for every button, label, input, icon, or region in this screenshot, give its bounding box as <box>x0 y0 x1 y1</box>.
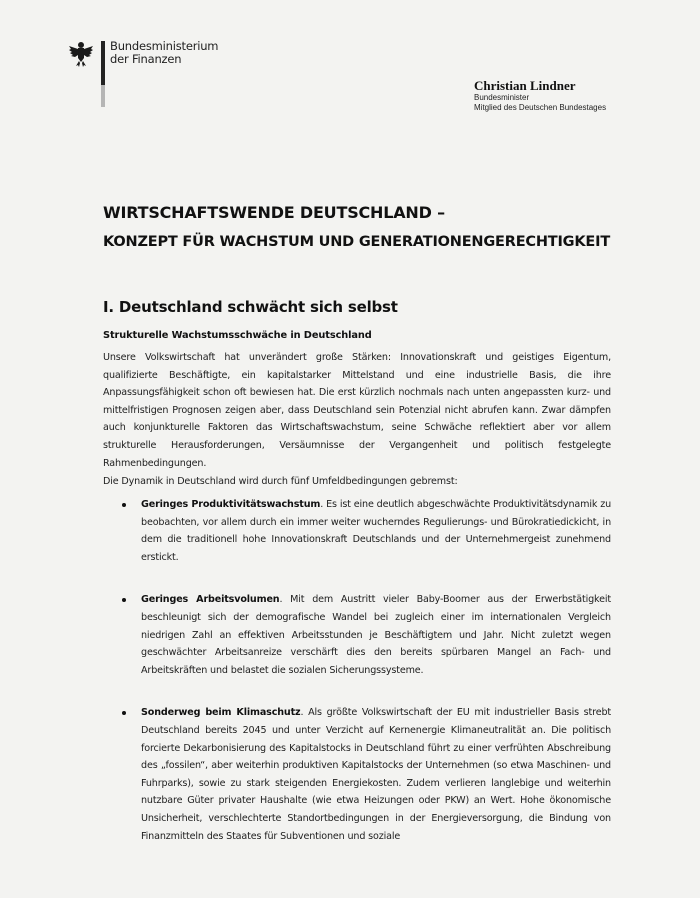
section-heading: I. Deutschland schwächt sich selbst <box>103 298 398 316</box>
bullet-title: Geringes Produktivitätswachstum <box>141 499 321 510</box>
bullet-item <box>120 591 611 679</box>
bullet-text: . Mit dem Austritt vieler Baby-Boomer aus der Erwerbstätigkeit beschleunigt sich der demografische Wandel bei zugleich einer im internationalen Vergleich niedrigen Zahl an effektiven Arbeitsstunden je Beschäftigtem und Jahr. Nicht zuletzt wegen geschwächter Arbeitsanreize verschärft dies den bereits spürbaren Mangel an Fach- und Arbeitskräften und belastet die sozialen Sicherungssysteme. <box>141 594 612 676</box>
bullet-item <box>120 496 611 566</box>
ministry-line-1: Bundesministerium <box>110 39 219 53</box>
bullet-text: . Als größte Volkswirtschaft der EU mit industrieller Basis strebt Deutschland bereits 2045 und unter Verzicht auf Kernenergie Klimaneutralität an. Die politisch forcierte Dekarbonisierung des Kapitalstocks in Deutschland führt zu einer verfrühten Abschreibung des „fossilen“, aber weiterhin produktiven Kapitalstocks der Unternehmen (so etwa Maschinen- und Fuhrparks), sowie zu stark steigenden Energiekosten. Zudem verlieren langlebige und weiterhin nutzbare Güter privater Haushalte (wie etwa Heizungen oder PKW) an Wert. Hohe ökonomische Unsicherheit, verschlechterte Standortbedingungen in der Energieversorgung, die Bindung von Finanzmitteln des Staates für Subventionen und soziale <box>141 707 612 842</box>
document-title-line-1: WIRTSCHAFTSWENDE DEUTSCHLAND – <box>103 203 445 222</box>
bullet-text: . Es ist eine deutlich abgeschwächte Produktivitätsdynamik zu beobachten, vor allem durch ein immer weiter wucherndes Regulierungs- und Bürokratiedickicht, in dem die traditionell hohe Innovationskraft Deutschlands und der Unternehmergeist zunehmend erstickt. <box>141 499 612 563</box>
paragraph-2: Die Dynamik in Deutschland wird durch fünf Umfeldbedingungen gebremst: <box>103 476 458 487</box>
sender-membership: Mitglied des Deutschen Bundestages <box>474 103 607 112</box>
bullet-title: Sonderweg beim Klimaschutz <box>141 707 301 719</box>
bullet-icon <box>122 598 126 602</box>
bullet-item <box>120 704 611 845</box>
ministry-line-2: der Finanzen <box>110 52 182 66</box>
bullet-icon <box>122 711 126 715</box>
bullet-list <box>120 496 611 845</box>
document-title-line-2: KONZEPT FÜR WACHSTUM UND GENERATIONENGERECHTIGKEIT <box>103 234 611 250</box>
logo-color-bar <box>101 41 105 107</box>
sender-name: Christian Lindner <box>474 78 576 93</box>
subsection-heading: Strukturelle Wachstumsschwäche in Deutschland <box>103 330 372 341</box>
sender-block <box>474 78 606 113</box>
bullet-icon <box>122 503 126 507</box>
ministry-name <box>110 40 218 66</box>
sender-role: Bundesminister <box>474 93 530 102</box>
federal-eagle-icon <box>68 40 94 68</box>
paragraph-1: Unsere Volkswirtschaft hat unverändert große Stärken: Innovationskraft und geistiges Eigentum, qualifizierte Beschäftigte, ein kapitalstarker Mittelstand und eine industrielle Basis, die ihre Anpassungsfähigkeit schon oft bewiesen hat. Die erst kürzlich nochmals nach unten angepassten kurz- und mittelfristigen Prognosen zeigen aber, dass Deutschland sein Potenzial nicht abrufen kann. Zwar dämpfen auch konjunkturelle Faktoren das Wirtschaftswachstum, seine Schwäche reflektiert aber vor allem strukturelle Herausforderungen, Versäumnisse der Vergangenheit und politisch festgelegte Rahmenbedingungen. <box>103 352 611 469</box>
bullet-title: Geringes Arbeitsvolumen <box>141 594 280 606</box>
